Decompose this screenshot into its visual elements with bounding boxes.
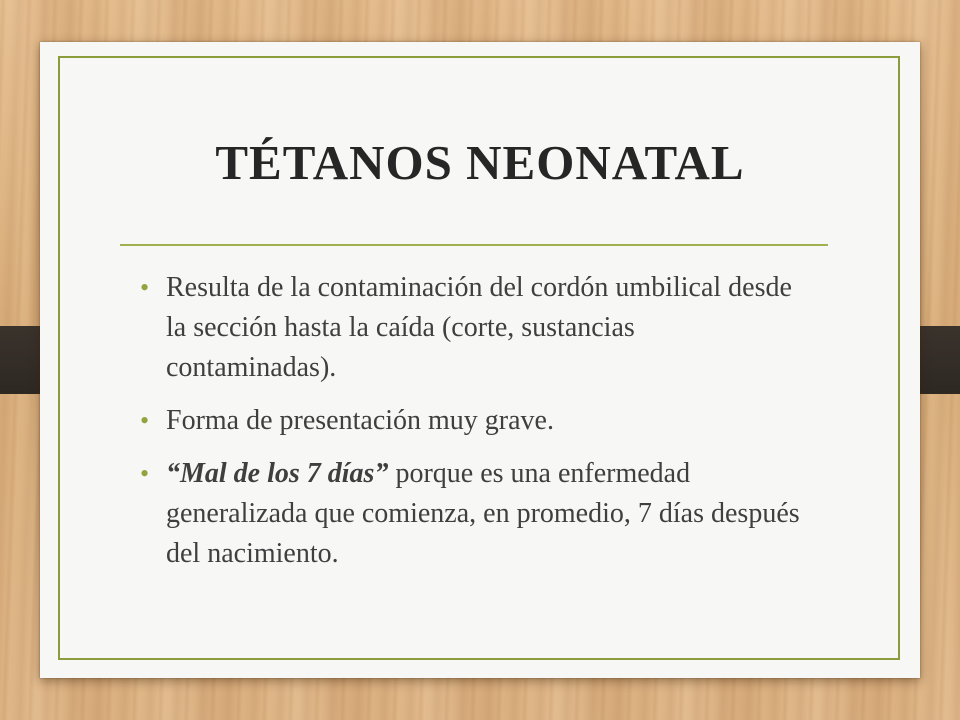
bullet-marker-icon: • [140,273,150,302]
bullet-text: Resulta de la contaminación del cordón umbilical desde la sección hasta la caída (corte, sustancias contaminadas). [166,272,792,383]
bullet-item [140,454,810,574]
bullet-list [140,268,810,587]
bullet-marker-icon: • [140,406,150,435]
title-divider [120,244,828,246]
bullet-item [140,401,810,441]
slide-card [40,42,920,678]
bullet-marker-icon: • [140,459,150,488]
bullet-text: porque es una enfermedad generalizada que comienza, en promedio, 7 días después del nacimiento. [166,458,800,569]
slide-title: TÉTANOS NEONATAL [215,135,745,190]
bullet-item [140,268,810,388]
bullet-text: Forma de presentación muy grave. [166,405,554,436]
bullet-emphasis: “Mal de los 7 días” [166,458,389,489]
